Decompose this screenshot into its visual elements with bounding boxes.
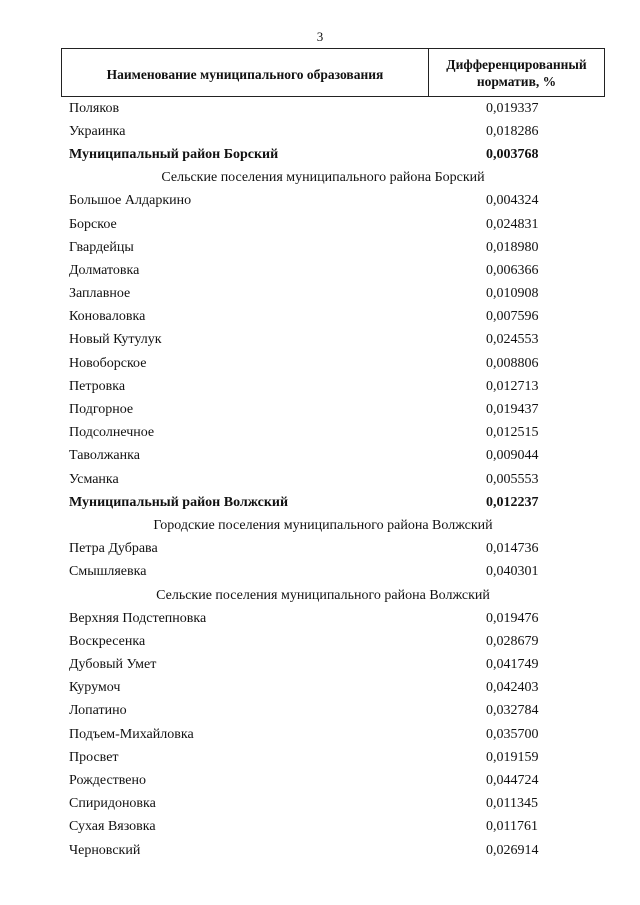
- table-row: [61, 259, 605, 282]
- table-row: [61, 445, 605, 468]
- table-body: [61, 97, 605, 862]
- normative-value: 0,041749: [486, 657, 539, 673]
- table-row: [61, 213, 605, 236]
- table-row: [61, 398, 605, 421]
- normative-value: 0,024831: [486, 216, 539, 232]
- table-row: [61, 793, 605, 816]
- municipality-name: Коноваловка: [69, 309, 146, 325]
- table-row: [61, 677, 605, 700]
- municipality-name: Муниципальный район Борский: [69, 146, 279, 162]
- municipality-name: Курумоч: [69, 680, 121, 696]
- section-heading-row: [61, 167, 605, 190]
- municipality-name: Гвардейцы: [69, 239, 134, 255]
- normative-value: 0,010908: [486, 286, 539, 302]
- normative-value: 0,007596: [486, 309, 539, 325]
- municipality-name: Заплавное: [69, 286, 131, 302]
- normative-table: [61, 48, 605, 862]
- municipality-name: Воскресенка: [69, 633, 146, 649]
- table-row: [61, 700, 605, 723]
- municipality-name: Верхняя Подстепновка: [69, 610, 207, 626]
- normative-value: 0,019337: [486, 100, 539, 116]
- normative-value: 0,005553: [486, 471, 539, 487]
- table-row: [61, 190, 605, 213]
- municipality-name: Подсолнечное: [69, 425, 155, 441]
- table-row: [61, 352, 605, 375]
- municipality-name: Петровка: [69, 378, 126, 394]
- table-row: [61, 306, 605, 329]
- header-value-line-2: норматив, %: [476, 73, 557, 89]
- section-heading-row: [61, 514, 605, 537]
- normative-value: 0,042403: [486, 680, 539, 696]
- header-value-line-1: Дифференцированный: [446, 56, 587, 72]
- municipality-name: Новоборское: [69, 355, 147, 371]
- normative-value: 0,009044: [486, 448, 539, 464]
- table-row: [61, 607, 605, 630]
- section-heading: Городские поселения муниципального района Волжский: [153, 517, 493, 533]
- normative-value: 0,011761: [486, 819, 538, 835]
- table-row: [61, 375, 605, 398]
- page-number: 3: [316, 29, 324, 44]
- table-row: [61, 468, 605, 491]
- normative-value: 0,026914: [486, 842, 539, 858]
- normative-value: 0,003768: [486, 146, 539, 162]
- municipality-name: Сухая Вязовка: [69, 819, 156, 835]
- table-header: [61, 48, 605, 97]
- table-row: [61, 561, 605, 584]
- municipality-name: Петра Дубрава: [69, 541, 158, 557]
- municipality-name: Таволжанка: [69, 448, 140, 464]
- normative-value: 0,018286: [486, 123, 539, 139]
- municipality-name: Лопатино: [69, 703, 127, 719]
- municipality-name: Долматовка: [69, 262, 140, 278]
- table-row: [61, 654, 605, 677]
- table-row: [61, 422, 605, 445]
- section-heading: Сельские поселения муниципального района Борский: [161, 170, 485, 186]
- section-heading: Сельские поселения муниципального района Волжский: [156, 587, 490, 603]
- table-row: [61, 97, 605, 120]
- municipality-name: Поляков: [69, 100, 120, 116]
- table-row: [61, 816, 605, 839]
- normative-value: 0,032784: [486, 703, 539, 719]
- municipality-name: Усманка: [69, 471, 119, 487]
- municipality-name: Подъем-Михайловка: [69, 726, 194, 742]
- table-row: [61, 839, 605, 862]
- municipality-name: Борское: [69, 216, 117, 232]
- municipality-name: Смышляевка: [69, 564, 147, 580]
- table-row: [61, 236, 605, 259]
- normative-value: 0,014736: [486, 541, 539, 557]
- normative-value: 0,018980: [486, 239, 539, 255]
- municipality-name: Спиридоновка: [69, 796, 156, 812]
- normative-value: 0,024553: [486, 332, 539, 348]
- table-row: [61, 723, 605, 746]
- table-row: [61, 283, 605, 306]
- normative-value: 0,019476: [486, 610, 539, 626]
- table-row: [61, 769, 605, 792]
- district-row: [61, 491, 605, 514]
- municipality-name: Муниципальный район Волжский: [69, 494, 289, 510]
- header-value-column: [429, 49, 604, 96]
- header-name-column: Наименование муниципального образования: [62, 49, 429, 96]
- normative-value: 0,019159: [486, 749, 539, 765]
- table-row: [61, 538, 605, 561]
- normative-value: 0,008806: [486, 355, 539, 371]
- section-heading-row: [61, 584, 605, 607]
- municipality-name: Подгорное: [69, 402, 134, 418]
- normative-value: 0,019437: [486, 402, 539, 418]
- normative-value: 0,012713: [486, 378, 539, 394]
- municipality-name: Новый Кутулук: [69, 332, 162, 348]
- municipality-name: Просвет: [69, 749, 119, 765]
- normative-value: 0,012515: [486, 425, 539, 441]
- municipality-name: Рождествено: [69, 773, 147, 789]
- normative-value: 0,035700: [486, 726, 539, 742]
- normative-value: 0,006366: [486, 262, 539, 278]
- municipality-name: Черновский: [69, 842, 141, 858]
- normative-value: 0,040301: [486, 564, 539, 580]
- municipality-name: Украинка: [69, 123, 126, 139]
- normative-value: 0,011345: [486, 796, 538, 812]
- municipality-name: Дубовый Умет: [69, 657, 157, 673]
- table-row: [61, 329, 605, 352]
- normative-value: 0,004324: [486, 193, 539, 209]
- table-row: [61, 746, 605, 769]
- district-row: [61, 143, 605, 166]
- table-row: [61, 120, 605, 143]
- normative-value: 0,044724: [486, 773, 539, 789]
- normative-value: 0,028679: [486, 633, 539, 649]
- municipality-name: Большое Алдаркино: [69, 193, 192, 209]
- table-row: [61, 630, 605, 653]
- normative-value: 0,012237: [486, 494, 539, 510]
